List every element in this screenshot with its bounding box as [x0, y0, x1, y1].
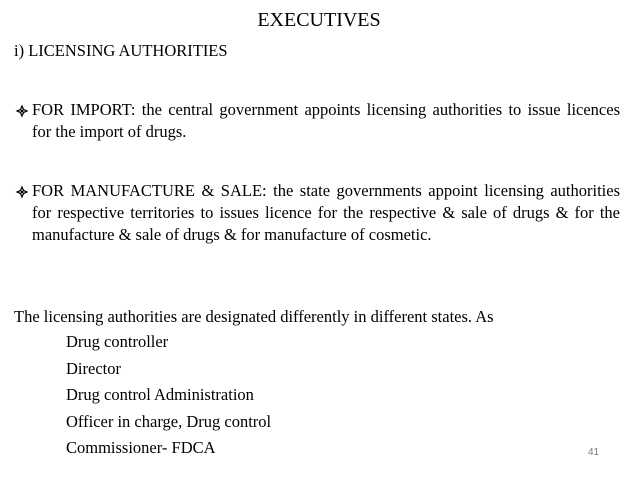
diamond-bullet-icon: [14, 180, 32, 202]
list-item: Director: [66, 358, 121, 378]
list-item: Officer in charge, Drug control: [66, 411, 272, 431]
bullet-text: FOR IMPORT: the central government appoints licensing authorities to issue licences for the import of drugs.: [32, 100, 620, 141]
designation-intro: The licensing authorities are designated differently in different states. As: [14, 307, 494, 326]
page-number: 41: [588, 447, 600, 458]
bullet-manufacture-sale: [14, 180, 620, 246]
designation-list: [66, 332, 271, 465]
slide-title: EXECUTIVES: [257, 9, 381, 31]
diamond-bullet-icon: [14, 99, 32, 121]
list-item: Commissioner- FDCA: [66, 438, 216, 457]
list-item: Drug controller: [66, 332, 169, 351]
bullet-import: [14, 99, 620, 143]
list-item: Drug control Administration: [66, 385, 254, 404]
section-heading: i) LICENSING AUTHORITIES: [14, 41, 228, 60]
bullet-text: FOR MANUFACTURE & SALE: the state governments appoint licensing authorities for respective territories to issues licence for the respective & sale of drugs & for the manufacture & sale of drugs & for manufacture of cosmetic.: [32, 181, 620, 244]
